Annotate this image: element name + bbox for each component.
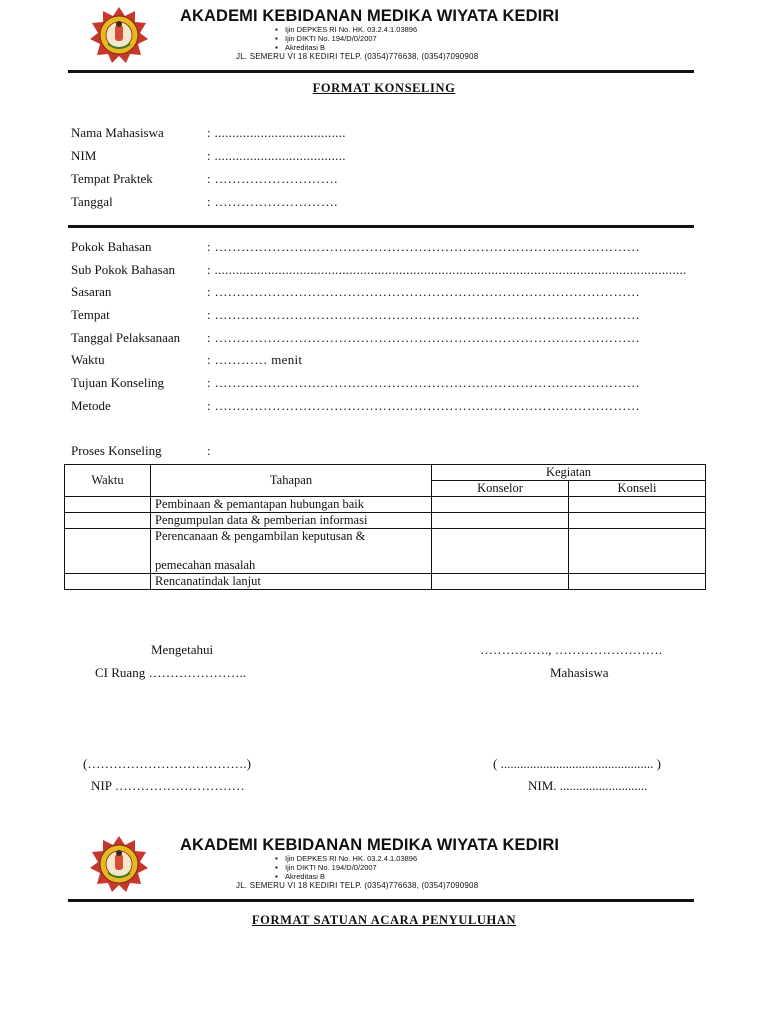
cell-konselor[interactable] [432, 513, 569, 529]
license-depkes: ▪ Ijin DEPKES RI No. HK. 03.2.4.1.03896 [285, 25, 417, 34]
cell-konselor[interactable] [432, 574, 569, 590]
header-tahapan: Tahapan [151, 465, 432, 497]
cell-waktu[interactable] [65, 497, 151, 513]
ci-signature-bracket[interactable]: (……………………………….) [83, 756, 251, 771]
cell-konseli[interactable] [569, 497, 706, 513]
field-label-nama: Nama Mahasiswa [71, 125, 164, 140]
field-value-sub-pokok-bahasan[interactable]: : ..................................................................................................................................... [207, 262, 687, 277]
form-title: FORMAT KONSELING [312, 81, 456, 95]
table-row [65, 513, 706, 529]
accreditation: ▪ Akreditasi B [285, 43, 325, 52]
field-value-waktu[interactable]: : ………… menit [207, 352, 303, 367]
header-waktu: Waktu [65, 465, 151, 497]
cell-konseli[interactable] [569, 529, 706, 574]
section-divider [68, 225, 694, 228]
field-label-tanggal: Tanggal [71, 194, 113, 209]
field-value-tanggal[interactable]: : ………………………. [207, 194, 338, 209]
tahapan-line: pemecahan masalah [155, 558, 256, 572]
table-row [65, 529, 706, 574]
cell-tahapan: Pengumpulan data & pemberian informasi [151, 513, 432, 529]
field-label-waktu: Waktu [71, 352, 105, 367]
table-row [65, 497, 706, 513]
institution-address: JL. SEMERU VI 18 KEDIRI TELP. (0354)776638, (0354)7090908 [236, 881, 479, 890]
license-dikti: ▪ Ijin DIKTI No. 194/D/0/2007 [285, 34, 377, 43]
field-label-tujuan-konseling: Tujuan Konseling [71, 375, 165, 390]
field-label-pokok-bahasan: Pokok Bahasan [71, 239, 152, 254]
cell-tahapan: Rencanatindak lanjut [151, 574, 432, 590]
letterhead-bottom [0, 829, 768, 899]
counseling-process-table [64, 464, 706, 590]
license-dikti: ▪ Ijin DIKTI No. 194/D/0/2007 [285, 863, 377, 872]
header-konselor: Konselor [432, 481, 569, 497]
field-label-metode: Metode [71, 398, 111, 413]
cell-waktu[interactable] [65, 513, 151, 529]
header-kegiatan: Kegiatan [432, 465, 706, 481]
nip-field[interactable]: NIP ………………………… [91, 778, 245, 793]
header-divider [68, 70, 694, 73]
cell-konselor[interactable] [432, 497, 569, 513]
place-date-field[interactable]: ……………., ……………………. [480, 642, 662, 657]
field-label-tanggal-pelaksanaan: Tanggal Pelaksanaan [71, 330, 181, 345]
nim-field[interactable]: NIM. ........................... [528, 778, 648, 793]
field-label-proses-konseling: Proses Konseling [71, 443, 162, 458]
field-value-metode[interactable]: : …………………………………………………………………………………… [207, 398, 641, 413]
student-signature-bracket[interactable]: ( ............................................... ) [493, 756, 661, 771]
cell-konseli[interactable] [569, 574, 706, 590]
mengetahui-label: Mengetahui [151, 642, 214, 657]
header-konseli: Konseli [569, 481, 706, 497]
second-form-title: FORMAT SATUAN ACARA PENYULUHAN [251, 913, 517, 927]
cell-konseli[interactable] [569, 513, 706, 529]
field-value-tanggal-pelaksanaan[interactable]: : …………………………………………………………………………………… [207, 330, 641, 345]
ci-ruang-label: CI Ruang ………………….. [95, 665, 246, 680]
field-label-tempat: Tempat [71, 307, 110, 322]
field-value-sasaran[interactable]: : …………………………………………………………………………………… [207, 284, 641, 299]
field-label-sasaran: Sasaran [71, 284, 112, 299]
cell-konselor[interactable] [432, 529, 569, 574]
field-label-tempat-praktek: Tempat Praktek [71, 171, 153, 186]
mahasiswa-label: Mahasiswa [550, 665, 609, 680]
academy-logo-icon [90, 835, 148, 893]
field-value-nama[interactable]: : ..................................... [207, 125, 346, 140]
institution-address: JL. SEMERU VI 18 KEDIRI TELP. (0354)776638, (0354)7090908 [236, 52, 479, 61]
field-value-nim[interactable]: : ..................................... [207, 148, 346, 163]
cell-waktu[interactable] [65, 529, 151, 574]
accreditation: ▪ Akreditasi B [285, 872, 325, 881]
table-row [65, 574, 706, 590]
cell-tahapan: Pembinaan & pemantapan hubungan baik [151, 497, 432, 513]
field-label-nim: NIM [71, 148, 97, 163]
field-value-tempat[interactable]: : …………………………………………………………………………………… [207, 307, 641, 322]
license-depkes: ▪ Ijin DEPKES RI No. HK. 03.2.4.1.03896 [285, 854, 417, 863]
cell-waktu[interactable] [65, 574, 151, 590]
header-divider [68, 899, 694, 902]
academy-logo-icon [90, 6, 148, 64]
letterhead-top [0, 0, 768, 70]
field-value-proses-konseling: : [207, 443, 211, 458]
field-value-tujuan-konseling[interactable]: : …………………………………………………………………………………… [207, 375, 641, 390]
institution-name: AKADEMI KEBIDANAN MEDIKA WIYATA KEDIRI [180, 7, 560, 25]
field-label-sub-pokok-bahasan: Sub Pokok Bahasan [71, 262, 175, 277]
tahapan-line: Perencanaan & pengambilan keputusan & [155, 529, 366, 543]
cell-tahapan [151, 529, 432, 574]
institution-name: AKADEMI KEBIDANAN MEDIKA WIYATA KEDIRI [180, 836, 560, 854]
field-value-pokok-bahasan[interactable]: : …………………………………………………………………………………… [207, 239, 641, 254]
field-value-tempat-praktek[interactable]: : ………………………. [207, 171, 338, 186]
